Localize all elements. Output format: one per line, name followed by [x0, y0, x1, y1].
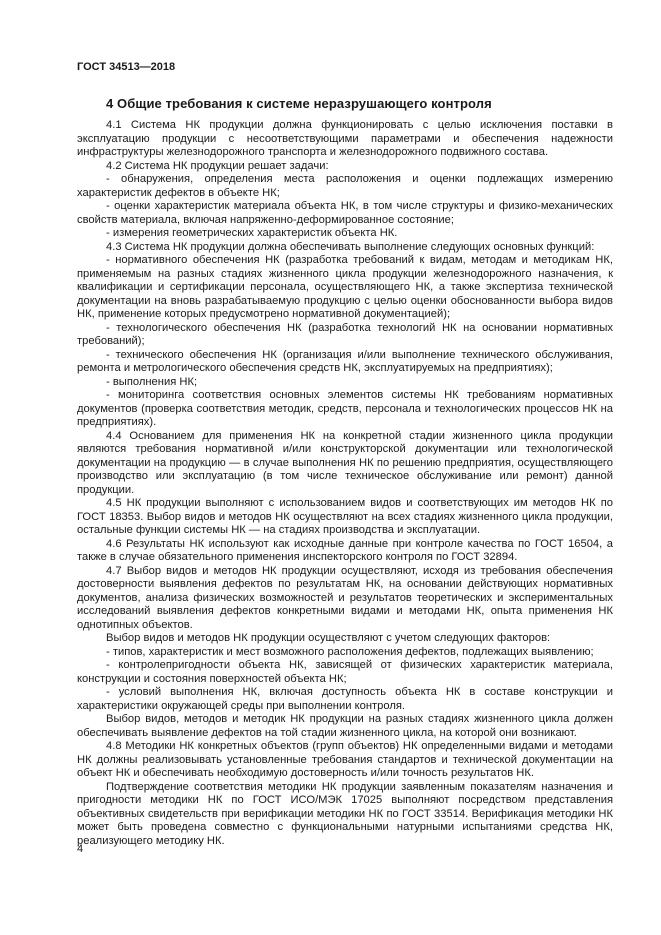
- paragraph: - нормативного обеспечения НК (разработка требований к видам, методам и методикам НК, применяемым на разных стадиях жизненного цикла продукции железнодорожного назначения, к квалификации и сертификации персонала, осуществляющего НК, а также экспертиза технической документации на вновь разрабатываемую продукцию с целью оценки обоснованности выбора видов НК, применение которых предусмотрено нормативной документацией);: [77, 254, 613, 320]
- paragraph: - оценки характеристик материала объекта НК, в том числе структуры и физико-механических свойств материала, включая напряженно-деформированное состояние;: [77, 200, 613, 226]
- paragraph: - технического обеспечения НК (организация и/или выполнение технического обслуживания, ремонта и метрологического обеспечения средств НК, эксплуатируемых на предприятиях);: [77, 348, 613, 374]
- paragraph: Выбор видов и методов НК продукции осуществляют с учетом следующих факторов:: [106, 632, 551, 644]
- paragraph: 4.5 НК продукции выполняют с использованием видов и соответствующих им методов НК по ГОСТ 18353. Выбор видов и методов НК осуществляют на всех стадиях жизненного цикла продукции, остальные функции системы НК — на стадиях производства и эксплуатации.: [77, 497, 613, 536]
- page-number: 4: [77, 843, 84, 855]
- paragraph: 4.1 Система НК продукции должна функционировать с целью исключения поставки в эксплуатацию продукции с несоответствующими параметрами и обеспечения надежности инфраструктуры железнодорожного транспорта и железнодорожного подвижного состава.: [77, 119, 613, 158]
- paragraph: - мониторинга соответствия основных элементов системы НК требованиям нормативных документов (проверка соответствия методик, средств, персонала и технологических процессов НК на предприятиях).: [77, 389, 613, 428]
- paragraph: - обнаружения, определения места расположения и оценки подлежащих измерению характеристик дефектов в объекте НК;: [77, 173, 613, 199]
- paragraph: Подтверждение соответствия методики НК продукции заявленным показателям назначения и пригодности методики НК по ГОСТ ИСО/МЭК 17025 выполняют посредством представления объективных свидетельств при верификации методики НК по ГОСТ 33514. Верификация методики НК может быть проведена совместно с функциональными натурными испытаниями средства НК, реализующего методику НК.: [77, 780, 613, 847]
- document-header: ГОСТ 34513—2018: [77, 61, 176, 73]
- paragraph: - технологического обеспечения НК (разработка технологий НК на основании нормативных требований);: [77, 321, 613, 347]
- paragraph: - измерения геометрических характеристик объекта НК.: [106, 227, 398, 239]
- paragraph: - выполнения НК;: [106, 375, 198, 388]
- paragraph: 4.8 Методики НК конкретных объектов (групп объектов) НК определенными видами и методами НК должны реализовывать установленные требования стандартов и технической документации на объект НК и обеспечивать необходимую достоверность и/или точность результатов НК.: [77, 740, 613, 779]
- paragraph: - контролепригодности объекта НК, зависящей от физических характеристик материала, конструкции и состояния поверхностей объекта НК;: [77, 659, 613, 685]
- paragraph: Выбор видов, методов и методик НК продукции на разных стадиях жизненного цикла должен обеспечивать выявление дефектов на той стадии жизненного цикла, на которой они возникают.: [77, 713, 613, 739]
- paragraph: 4.4 Основанием для применения НК на конкретной стадии жизненного цикла продукции являются требования нормативной и/или конструкторской документации или технологической документации на продукцию — в случае выполнения НК по решению предприятия, осуществляющего производство или эксплуатацию (в том числе техническое обслуживание или ремонт) данной продукции.: [77, 429, 613, 496]
- section-body: [77, 119, 613, 848]
- paragraph: - условий выполнения НК, включая доступность объекта НК в составе конструкции и характеристики окружающей среды при выполнении контроля.: [77, 686, 613, 712]
- paragraph: 4.3 Система НК продукции должна обеспечивать выполнение следующих основных функций:: [106, 240, 595, 253]
- paragraph: 4.2 Система НК продукции решает задачи:: [106, 159, 329, 172]
- paragraph: - типов, характеристик и мест возможного расположения дефектов, подлежащих выявлению;: [106, 645, 594, 658]
- paragraph: 4.6 Результаты НК используют как исходные данные при контроле качества по ГОСТ 16504, а также в случае обязательного применения инспекторского контроля по ГОСТ 32894.: [77, 537, 613, 563]
- section-title: 4 Общие требования к системе неразрушающего контроля: [106, 96, 492, 111]
- paragraph: 4.7 Выбор видов и методов НК продукции осуществляют, исходя из требования обеспечения достоверности выявления дефектов по результатам НК, на основании действующих нормативных документов, анализа физических возможностей и результатов теоретических и экспериментальных исследований выявления дефектов конкретными видами и методами НК, опыта применения НК однотипных объектов.: [77, 564, 613, 631]
